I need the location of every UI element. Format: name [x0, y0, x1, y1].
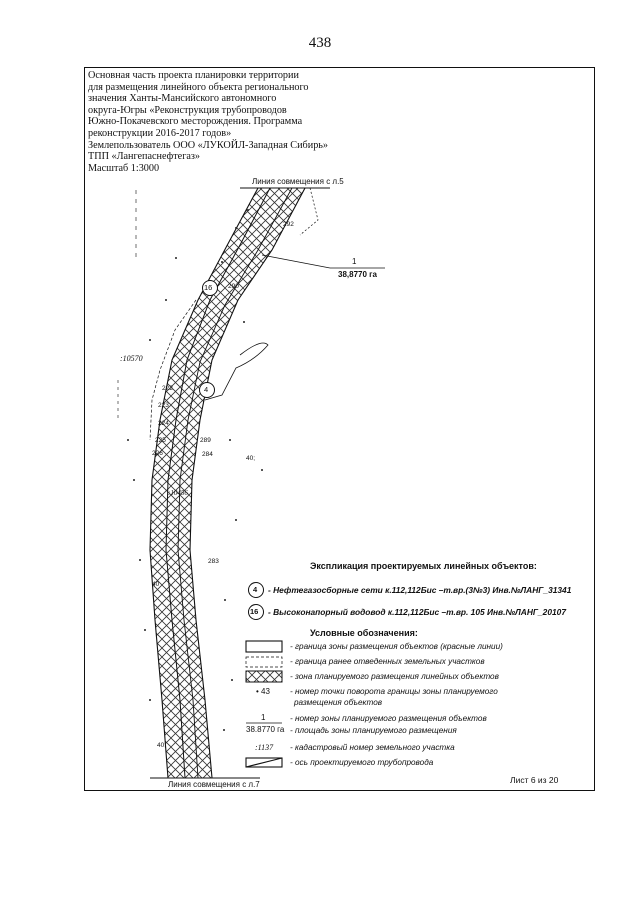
cadastral-number-label: :10570: [120, 354, 143, 363]
conventions-title: Условные обозначения:: [310, 628, 418, 638]
point-number: 40: [152, 581, 160, 588]
zone-number-label: 1: [352, 257, 357, 266]
convention-item: - кадастровый номер земельного участка: [290, 743, 455, 752]
point-number: 289: [200, 437, 211, 444]
title-line: значения Ханты-Мансийского автономного: [88, 93, 277, 105]
cadastral-number-label-2: :10456: [168, 489, 188, 497]
point-number: 283: [208, 558, 219, 565]
zone-area-label: 38,8770 га: [338, 270, 377, 279]
convention-item: - граница ранее отведенных земельных участков: [290, 657, 485, 666]
zone-leader-line: [262, 255, 330, 268]
parcel-boundary: [300, 188, 318, 235]
legend-zone-area-symbol: 38.8770 га: [246, 725, 285, 734]
convention-item: - номер зоны планируемого размещения объектов: [290, 714, 487, 723]
convention-item: - площадь зоны планируемого размещения: [290, 726, 457, 735]
point-number: 290: [228, 283, 239, 290]
legend-cadastral-symbol: :1137: [255, 743, 274, 752]
legend-axis-symbol-diagonal: [246, 758, 282, 767]
title-line: Южно-Покачевского месторождения. Программа: [88, 116, 303, 128]
top-alignment-label: Линия совмещения с л.5: [252, 177, 344, 186]
object-marker-4-label: 4: [204, 385, 209, 394]
point-number: 292: [283, 221, 294, 228]
explication-marker-16-label: 16: [250, 607, 259, 616]
title-line: Основная часть проекта планировки территории: [88, 70, 299, 81]
convention-item: - номер точки поворота границы зоны планируемого: [290, 687, 498, 696]
page-number: 438: [308, 35, 332, 51]
explication-title: Экспликация проектируемых линейных объектов:: [310, 561, 537, 571]
sheet-number: Лист 6 из 20: [510, 775, 559, 785]
title-line: округа-Югры «Реконструкция трубопроводов: [88, 104, 287, 116]
side-label: 40;: [157, 742, 167, 749]
point-number: 222: [162, 385, 173, 392]
legend-point-symbol: • 43: [256, 687, 270, 696]
legend-zone-symbol: [246, 671, 282, 682]
explication-item: - Нефтегазосборные сети к.112,112Бис –т.вр.(3№3) Инв.№ЛАНГ_31341: [268, 585, 572, 595]
title-line: ТПП «Лангепаснефтегаз»: [88, 151, 201, 163]
convention-item: - зона планируемого размещения линейных объектов: [290, 672, 499, 681]
legend-parcel-symbol: [246, 657, 282, 667]
point-number: 226: [152, 450, 163, 457]
legend-red-line-symbol: [246, 641, 282, 652]
point-number: 223: [158, 402, 169, 409]
point-number: 225: [155, 437, 166, 444]
object-marker-16-label: 16: [204, 283, 213, 292]
point-number: 284: [202, 451, 213, 458]
legend-zone-number-symbol: 1: [261, 713, 266, 722]
convention-item: - граница зоны размещения объектов (красные линии): [290, 642, 503, 651]
point-number: 224: [158, 420, 169, 427]
scale-label: Масштаб 1:3000: [88, 162, 160, 174]
convention-item: размещения объектов: [294, 698, 383, 707]
title-line: для размещения линейного объекта регионального: [88, 81, 309, 93]
side-label: 40;: [246, 455, 256, 462]
planned-zone-corridor: [150, 188, 305, 778]
title-line: реконструкции 2016-2017 годов»: [88, 127, 232, 139]
bottom-alignment-label: Линия совмещения с л.7: [168, 780, 260, 789]
explication-item: - Высоконапорный водовод к.112,112Бис –т.вр. 105 Инв.№ЛАНГ_20107: [268, 607, 566, 617]
convention-item: - ось проектируемого трубопровода: [290, 758, 434, 767]
explication-marker-4-label: 4: [253, 585, 258, 594]
title-line: Землепользователь ООО «ЛУКОЙЛ-Западная Сибирь»: [88, 139, 329, 151]
